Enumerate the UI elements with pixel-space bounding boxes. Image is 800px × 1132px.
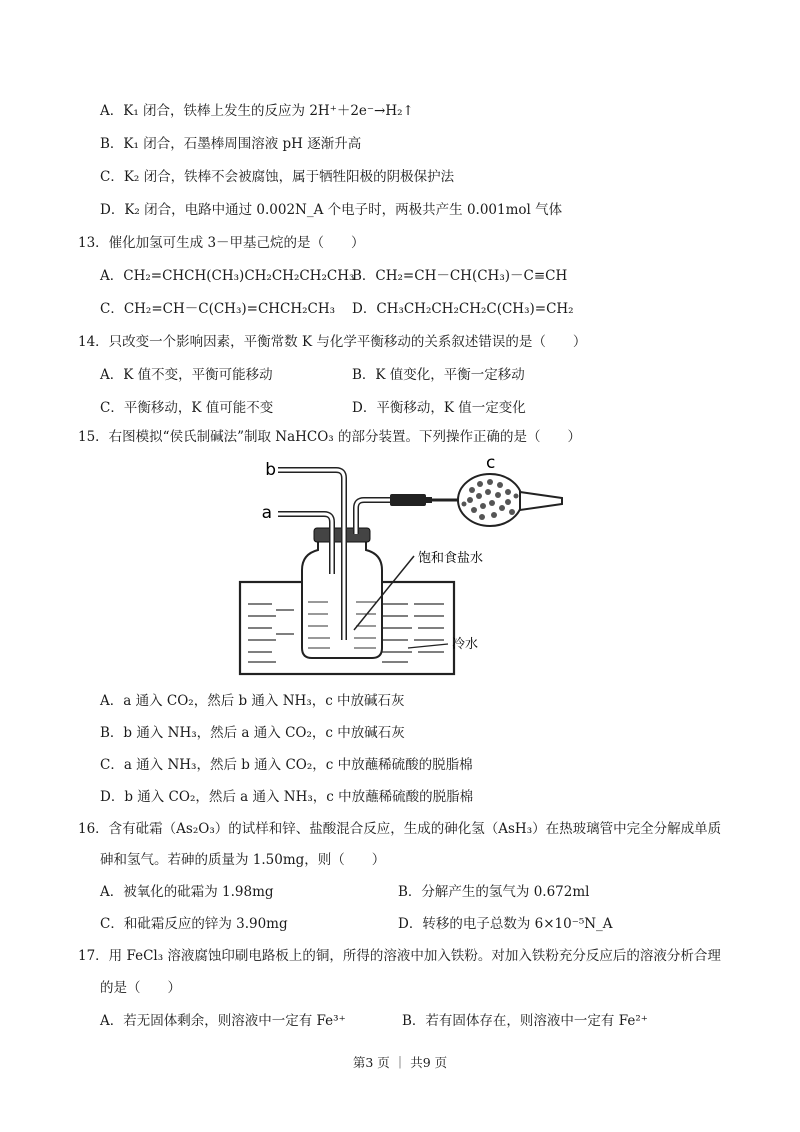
q12-option-c: C．K₂ 闭合，铁棒不会被腐蚀，属于牺牲阳极的阴极保护法 — [100, 169, 455, 185]
label-b: b — [265, 460, 276, 480]
q12-option-a: A．K₁ 闭合，铁棒上发生的反应为 2H⁺＋2e⁻→H₂↑ — [100, 103, 414, 119]
rubber-connector — [390, 494, 426, 506]
q13-option-d: D．CH₃CH₂CH₂CH₂C(CH₃)=CH₂ — [352, 301, 574, 317]
q17-option-a: A．若无固体剩余，则溶液中一定有 Fe³⁺ — [100, 1013, 346, 1029]
hou-process-apparatus-diagram — [232, 452, 602, 684]
q12-option-d: D．K₂ 闭合，电路中通过 0.002N_A 个电子时，两极共产生 0.001mol 气体 — [100, 202, 563, 218]
q16-option-c: C．和砒霜反应的锌为 3.90mg — [100, 916, 288, 932]
label-brine: 饱和食盐水 — [418, 551, 484, 566]
q15-option-b: B．b 通入 NH₃，然后 a 通入 CO₂，c 中放碱石灰 — [100, 725, 405, 741]
q13-option-a: A．CH₂=CHCH(CH₃)CH₂CH₂CH₂CH₃ — [100, 268, 355, 284]
q14-stem: 14．只改变一个影响因素，平衡常数 K 与化学平衡移动的关系叙述错误的是（ ） — [78, 334, 587, 350]
q14-option-b: B．K 值变化，平衡一定移动 — [352, 367, 525, 383]
q17-option-b: B．若有固体存在，则溶液中一定有 Fe²⁺ — [402, 1013, 648, 1029]
q16-option-d: D．转移的电子总数为 6×10⁻⁵N_A — [398, 916, 613, 932]
q14-option-c: C．平衡移动，K 值可能不变 — [100, 400, 274, 416]
q15-option-c: C．a 通入 NH₃，然后 b 通入 CO₂，c 中放蘸稀硫酸的脱脂棉 — [100, 757, 473, 773]
q14-option-a: A．K 值不变，平衡可能移动 — [100, 367, 273, 383]
page-footer: 第3 页 ｜ 共9 页 — [352, 1055, 448, 1070]
q12-option-b: B．K₁ 闭合，石墨棒周围溶液 pH 逐渐升高 — [100, 136, 362, 152]
label-a: a — [261, 503, 272, 523]
cold-water-pointer-line — [408, 644, 448, 648]
q13-option-b: B．CH₂=CH－CH(CH₃)－C≡CH — [352, 268, 568, 284]
q16-stem-line1: 16．含有砒霜（As₂O₃）的试样和锌、盐酸混合反应，生成的砷化氢（AsH₃）在热玻璃管中完全分解成单质 — [78, 821, 722, 837]
label-cold-water: 冷水 — [452, 637, 479, 652]
q15-option-d: D．b 通入 CO₂，然后 a 通入 NH₃，c 中放蘸稀硫酸的脱脂棉 — [100, 789, 474, 805]
q15-option-a: A．a 通入 CO₂，然后 b 通入 NH₃，c 中放碱石灰 — [100, 693, 405, 709]
q14-option-d: D．平衡移动，K 值一定变化 — [352, 400, 526, 416]
drying-tube-outlet — [520, 492, 562, 510]
q16-option-b: B．分解产生的氢气为 0.672ml — [398, 884, 590, 900]
q13-stem: 13．催化加氢可生成 3－甲基己烷的是（ ） — [78, 235, 365, 251]
label-c: c — [486, 453, 496, 473]
q17-stem-line2: 的是（ ） — [100, 980, 181, 996]
q13-option-c: C．CH₂=CH－C(CH₃)=CHCH₂CH₃ — [100, 301, 336, 317]
q16-stem-line2: 砷和氢气。若砷的质量为 1.50mg，则（ ） — [100, 852, 386, 868]
q15-stem: 15．右图模拟“侯氏制碱法”制取 NaHCO₃ 的部分装置。下列操作正确的是（ ） — [78, 429, 582, 445]
q17-stem-line1: 17．用 FeCl₃ 溶液腐蚀印刷电路板上的铜，所得的溶液中加入铁粉。对加入铁粉充分反应后的溶液分析合理 — [78, 948, 721, 964]
q16-option-a: A．被氧化的砒霜为 1.98mg — [100, 884, 274, 900]
